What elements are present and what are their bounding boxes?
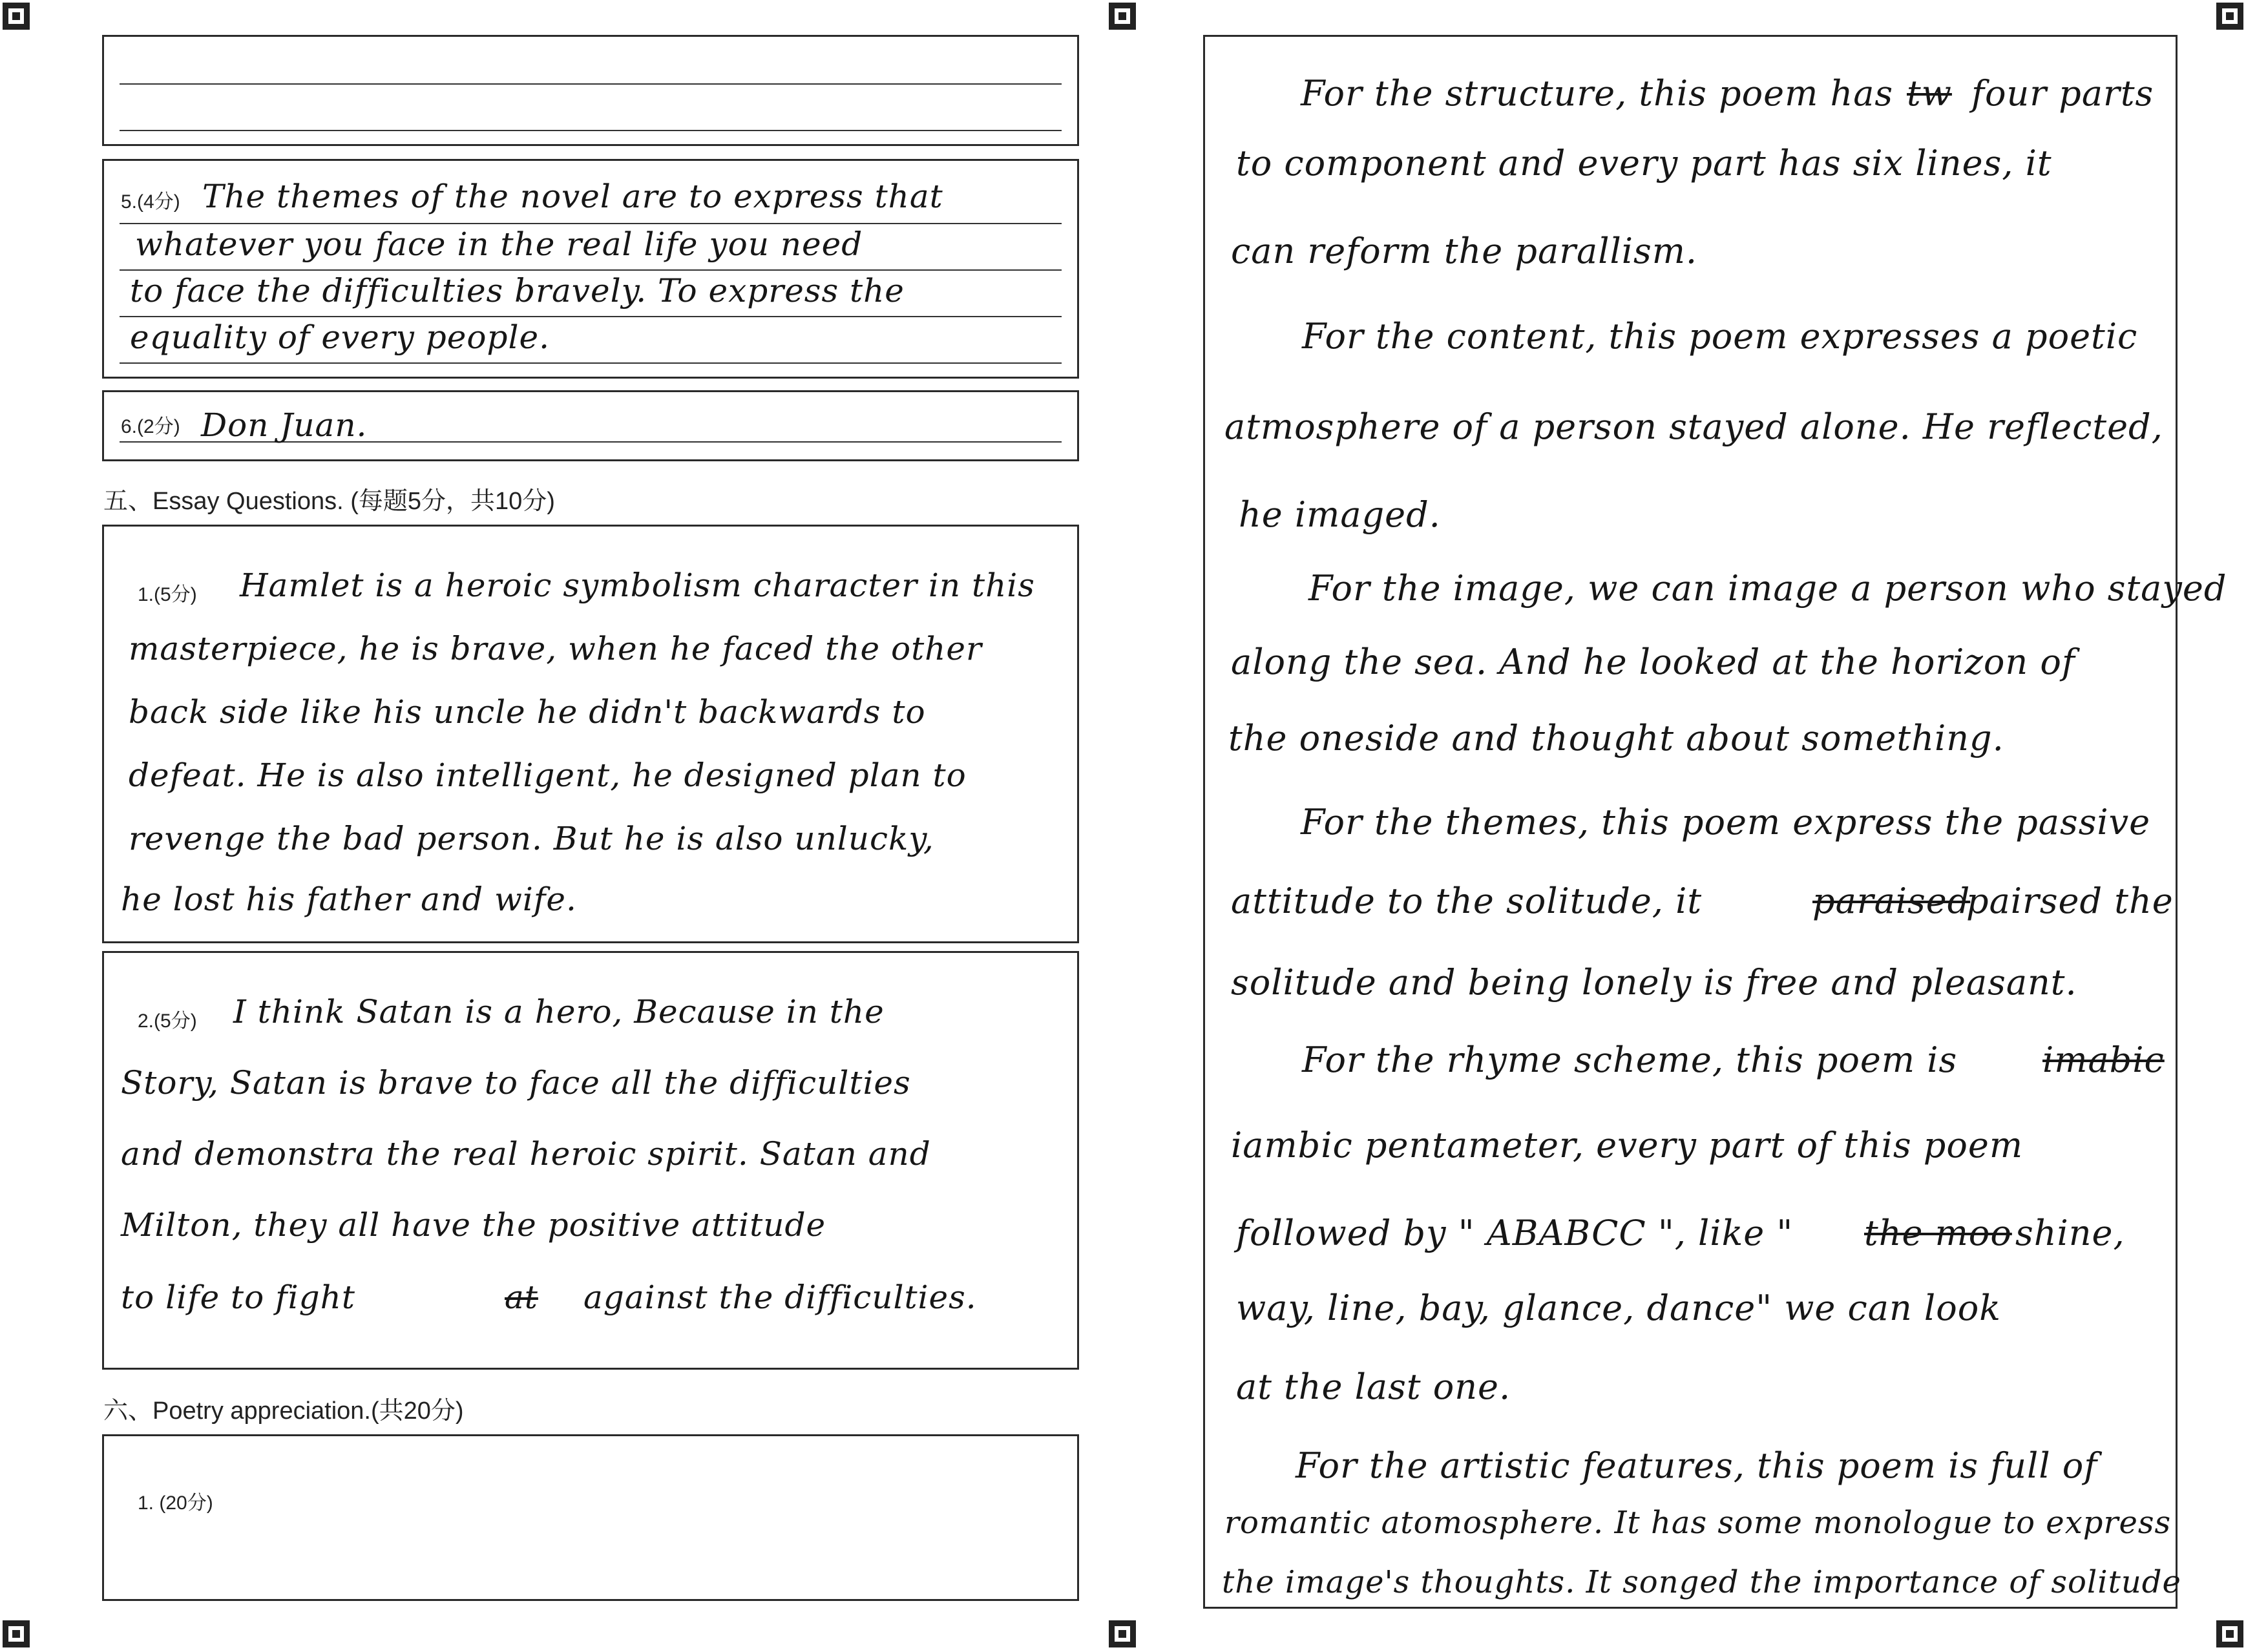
question-5-label: 5.(4分): [121, 191, 180, 213]
answer-line-14: iambic pentameter, every part of this poem: [1231, 1125, 2024, 1166]
answer-line-1-crossed: tw: [1907, 73, 1952, 114]
question-5-line-2: whatever you face in the real life you need: [135, 225, 863, 263]
question-6-answer-box: [102, 390, 1079, 461]
section-6-heading: 六、Poetry appreciation.(共20分): [103, 1397, 464, 1425]
question-6-label: 6.(2分): [121, 416, 180, 437]
essay-1-line-4: defeat. He is also intelligent, he designed plan to: [129, 757, 967, 794]
essay-2-line-5b: against the difficulties.: [583, 1279, 977, 1316]
essay-2-answer-box: [102, 951, 1079, 1370]
essay-2-line-4: Milton, they all have the positive attitude: [121, 1206, 826, 1244]
answer-line-1a: For the structure, this poem has: [1301, 73, 1894, 114]
answer-line: [120, 130, 1062, 131]
essay-2-line-1: I think Satan is a hero, Because in the: [233, 993, 885, 1030]
answer-line-13-crossed: imabic: [2042, 1040, 2165, 1080]
essay-1-line-5: revenge the bad person. But he is also unlucky,: [129, 820, 934, 857]
question-5-line-3: to face the difficulties bravely. To express the: [130, 272, 905, 309]
question-5-line-4: equality of every people.: [130, 319, 550, 356]
answer-line: [120, 83, 1062, 85]
corner-marker-bottom-center: [1109, 1620, 1136, 1647]
answer-line-13a: For the rhyme scheme, this poem is: [1302, 1040, 1958, 1080]
answer-line: [120, 362, 1062, 364]
essay-1-line-6: he lost his father and wife.: [121, 881, 577, 918]
answer-line-3: can reform the parallism.: [1231, 231, 1698, 271]
answer-line: [120, 316, 1062, 317]
poetry-answer-box: [102, 1434, 1079, 1601]
answer-line-17: at the last one.: [1236, 1366, 1511, 1407]
answer-line-5: atmosphere of a person stayed alone. He reflected,: [1224, 406, 2163, 447]
answer-line-20: the image's thoughts. It songed the importance of solitude: [1222, 1564, 2181, 1600]
essay-2-label: 2.(5分): [138, 1010, 197, 1032]
question-5-line-1: The themes of the novel are to express that: [202, 178, 943, 215]
essay-1-label: 1.(5分): [138, 584, 197, 605]
answer-line-15-crossed: the moo: [1864, 1213, 2012, 1253]
corner-marker-top-right: [2216, 3, 2243, 30]
answer-line-11-crossed: paraised: [1812, 881, 1971, 921]
previous-answer-box: [102, 35, 1079, 146]
essay-1-answer-box: [102, 525, 1079, 943]
answer-line-15a: followed by " ABABCC ", like ": [1236, 1213, 1794, 1253]
corner-marker-bottom-right: [2216, 1620, 2243, 1647]
answer-line-10: For the themes, this poem express the passive: [1301, 802, 2151, 842]
answer-line-11a: attitude to the solitude, it: [1231, 881, 1703, 921]
answer-line-7: For the image, we can image a person who stayed: [1308, 568, 2227, 609]
corner-marker-top-left: [3, 3, 30, 30]
answer-line-4: For the content, this poem expresses a poetic: [1302, 316, 2138, 357]
question-6-answer: Don Juan.: [201, 406, 368, 444]
answer-line-16: way, line, bay, glance, dance" we can look: [1236, 1288, 2001, 1328]
corner-marker-bottom-left: [3, 1620, 30, 1647]
answer-line-19: romantic atomosphere. It has some monologue to express: [1224, 1505, 2172, 1541]
answer-line-12: solitude and being lonely is free and pleasant.: [1231, 962, 2077, 1003]
poetry-label: 1. (20分): [138, 1492, 213, 1514]
answer-line-8: along the sea. And he looked at the horizon of: [1231, 642, 2075, 682]
answer-line: [120, 223, 1062, 224]
answer-line-2: to component and every part has six lines, it: [1236, 143, 2052, 183]
corner-marker-top-center: [1109, 3, 1136, 30]
answer-line-18: For the artistic features, this poem is full of: [1296, 1445, 2098, 1486]
question-5-answer-box: [102, 159, 1079, 379]
answer-line: [120, 269, 1062, 271]
essay-2-line-3: and demonstra the real heroic spirit. Satan and: [121, 1135, 931, 1173]
poetry-answer-continuation-box: [1203, 35, 2227, 1609]
essay-2-line-5-crossed: at: [505, 1279, 538, 1316]
essay-2-line-5a: to life to fight: [121, 1279, 355, 1316]
essay-1-line-3: back side like his uncle he didn't backwards to: [129, 693, 926, 731]
answer-line-6: he imaged.: [1239, 494, 1441, 535]
essay-1-line-1: Hamlet is a heroic symbolism character in this: [240, 567, 1035, 604]
essay-1-line-2: masterpiece, he is brave, when he faced the other: [129, 630, 982, 667]
answer-line-11b: pairsed the: [1966, 881, 2174, 921]
answer-line-9: the oneside and thought about something.: [1228, 718, 2004, 758]
essay-2-line-2: Story, Satan is brave to face all the difficulties: [121, 1064, 911, 1102]
answer-line-15b: shine,: [2015, 1213, 2125, 1253]
answer-line-1b: four parts: [1971, 73, 2154, 114]
section-5-heading: 五、Essay Questions. (每题5分，共10分): [103, 488, 555, 515]
